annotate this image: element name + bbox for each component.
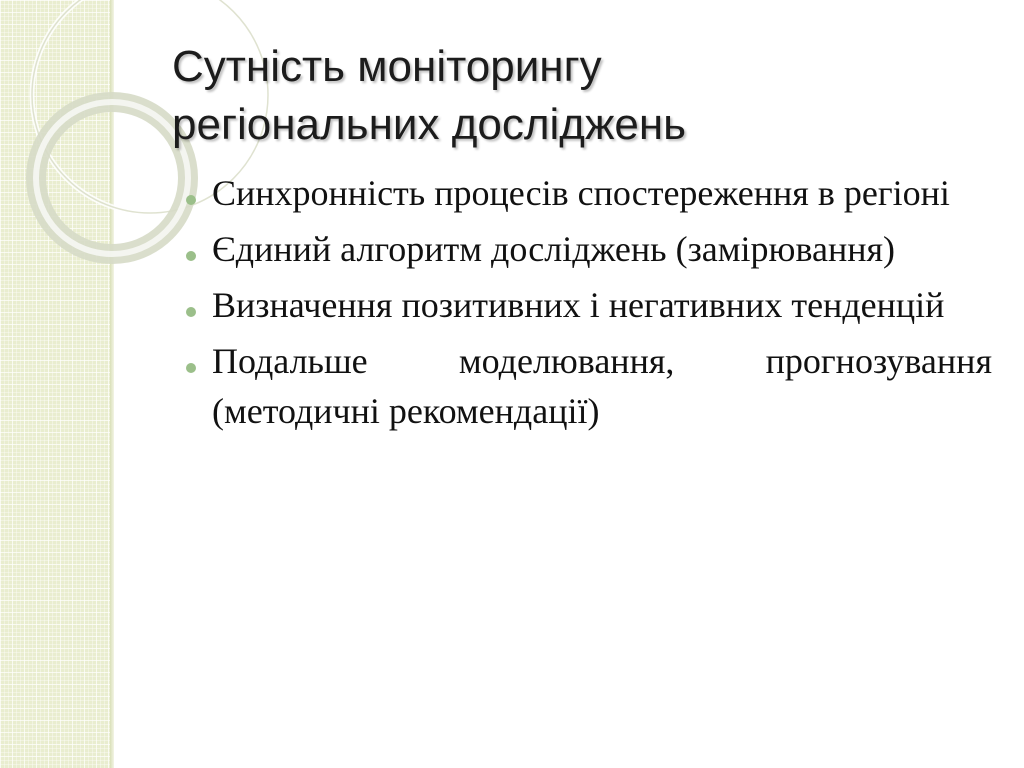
bullet-item: [182, 336, 992, 436]
bullet-list: [182, 168, 992, 442]
bullet-dot-icon: [186, 363, 196, 373]
bullet-text: Визначення позитивних і негативних тенденцій: [212, 285, 945, 325]
slide-title: Сутність моніторингу регіональних досліджень: [172, 42, 687, 149]
bullet-text: Синхронність процесів спостереження в регіоні: [212, 173, 950, 213]
bullet-item: [182, 280, 992, 330]
bullet-item: [182, 168, 992, 218]
bullet-dot-icon: [186, 251, 196, 261]
bullet-item: [182, 224, 992, 274]
bullet-dot-icon: [186, 307, 196, 317]
bullet-dot-icon: [186, 195, 196, 205]
bullet-text: Подальше моделювання, прогнозування (методичні рекомендації): [212, 341, 992, 431]
bullet-text: Єдиний алгоритм досліджень (замірювання): [212, 229, 896, 269]
decorative-rings: [0, 0, 200, 280]
